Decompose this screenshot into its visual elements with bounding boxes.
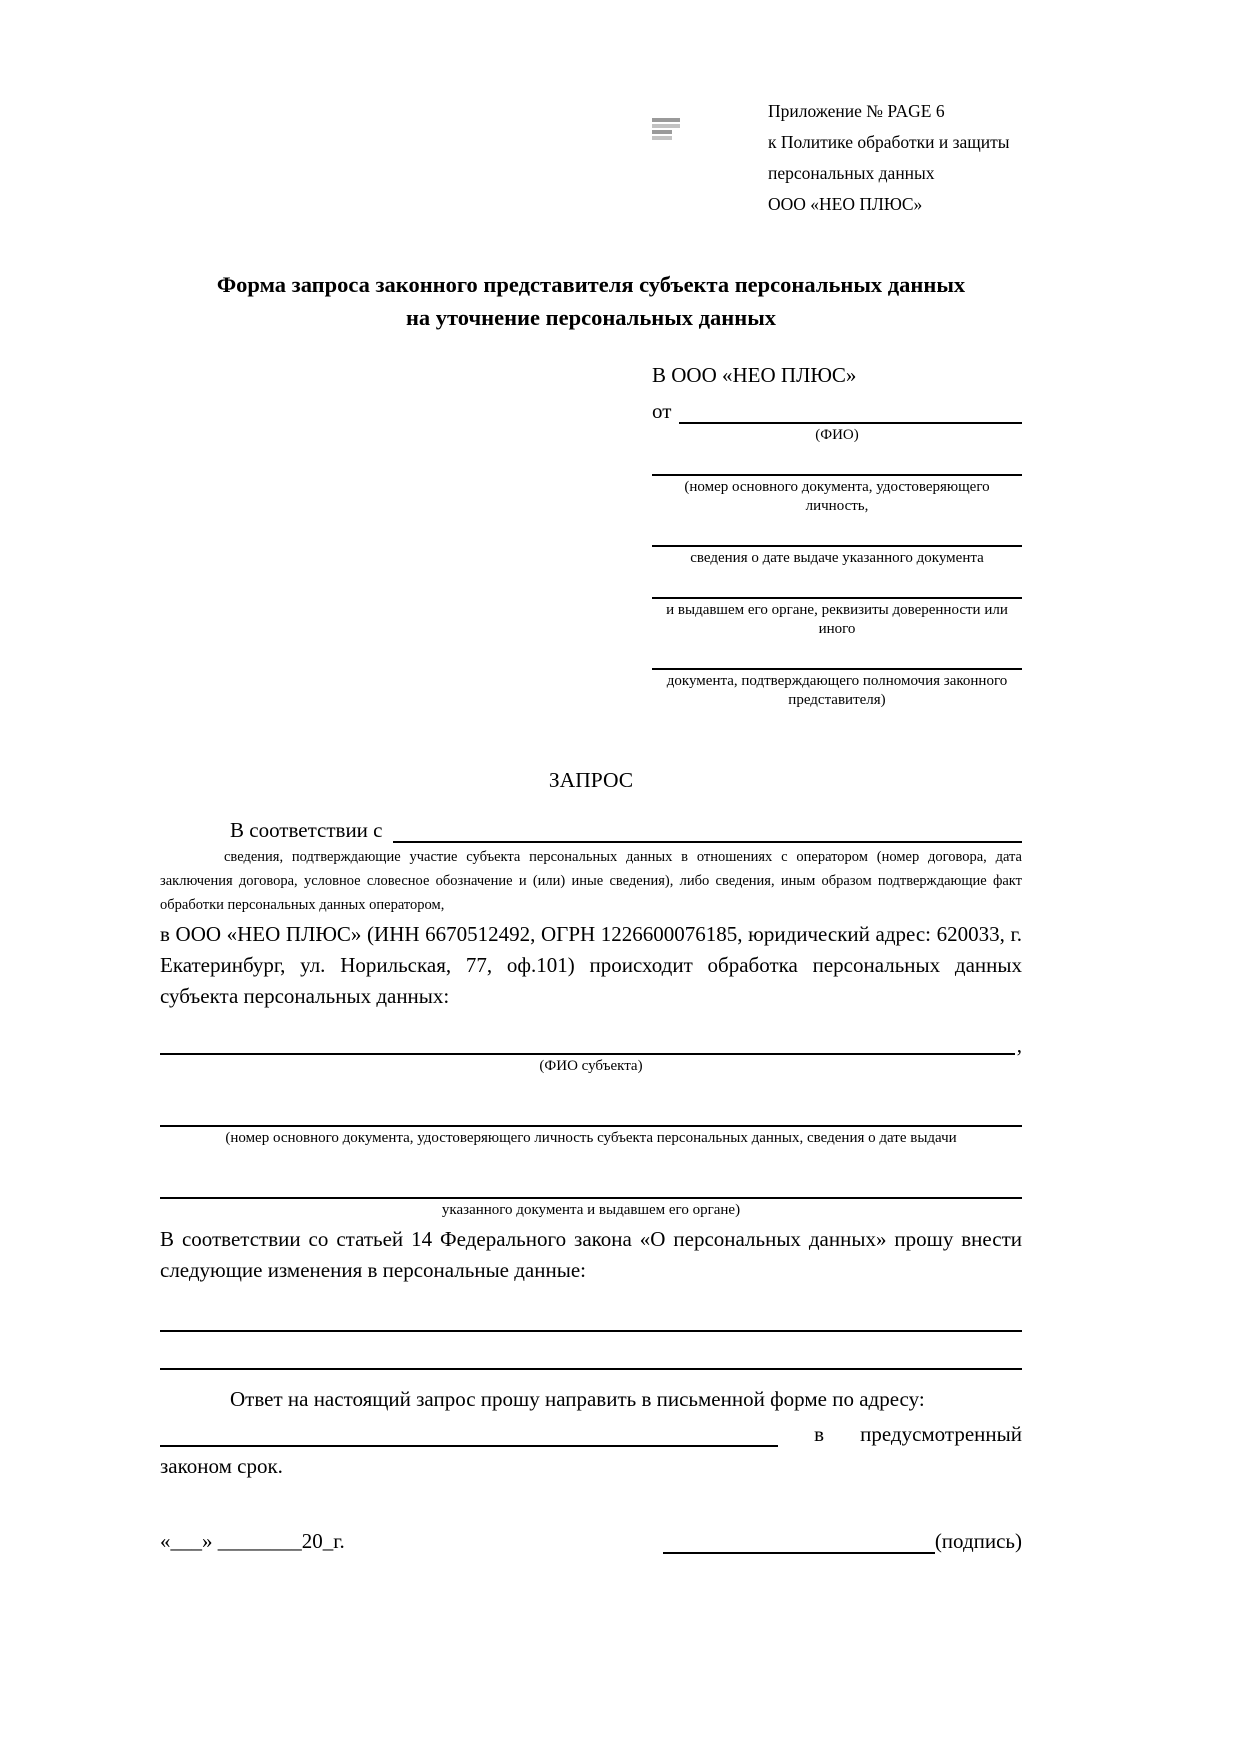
response-tail-line-2: законом срок. <box>160 1454 283 1478</box>
appendix-header <box>768 96 1010 220</box>
fio-caption: (ФИО) <box>815 427 859 443</box>
operator-paragraph: в ООО «НЕО ПЛЮС» (ИНН 6670512492, ОГРН 1226600076185, юридический адрес: 620033, г. Екатеринбург, ул. Норильская, 77, оф.101) происходит обработка персональных данных субъекта персональных данных: <box>160 922 1022 1008</box>
changes-field-line-1[interactable] <box>160 1302 1022 1332</box>
document-title-line-2: на уточнение персональных данных <box>405 305 777 330</box>
from-label: от <box>652 399 672 423</box>
subject-authority-caption: указанного документа и выдавшем его органе) <box>441 1202 741 1218</box>
authority-confirmation-field[interactable] <box>652 641 1022 670</box>
intro-prefix: В соответствии с <box>230 818 383 842</box>
field-code-mark-bar <box>652 124 680 128</box>
organization-name: ООО «НЕО ПЛЮС» <box>768 194 923 214</box>
subject-document-caption: (номер основного документа, удостоверяющего личность субъекта персональных данных, сведения о дате выдачи <box>225 1130 957 1146</box>
addressee-organization: В ООО «НЕО ПЛЮС» <box>652 363 857 387</box>
signature-caption: (подпись) <box>934 1529 1022 1553</box>
subject-document-field[interactable] <box>160 1098 1022 1127</box>
document-title-line-1: Форма запроса законного представителя субъекта персональных данных <box>216 272 966 297</box>
signature-group <box>663 1526 1022 1554</box>
authority-confirmation-caption: документа, подтверждающего полномочия законного представителя) <box>666 673 1008 708</box>
document-issue-date-field[interactable] <box>652 518 1022 547</box>
response-address-row <box>160 1415 1022 1447</box>
representative-document-field[interactable] <box>652 447 1022 476</box>
intro-row <box>160 809 1022 843</box>
date-blank[interactable]: «___» ________20_г. <box>160 1529 345 1553</box>
subject-name-comma: , <box>1016 1033 1022 1057</box>
subject-fio-caption: (ФИО субъекта) <box>539 1058 643 1074</box>
response-tail-word-2: предусмотренный <box>860 1422 1022 1446</box>
representative-name-field[interactable] <box>679 422 1022 424</box>
subject-name-row <box>160 1028 1022 1055</box>
document-title <box>160 268 1022 334</box>
response-address-field[interactable] <box>160 1413 778 1447</box>
issuing-authority-field[interactable] <box>652 570 1022 599</box>
changes-field-line-2[interactable] <box>160 1340 1022 1370</box>
signature-field[interactable] <box>663 1526 935 1554</box>
addressee-block <box>652 360 1022 710</box>
participation-proof-field[interactable] <box>393 841 1023 843</box>
fine-print-note: сведения, подтверждающие участие субъекта персональных данных в отношениях с оператором (номер договора, дата заключения договора, условное словесное обозначение и (или) иные сведения), либо сведения, иным образом подтверждающие факт обработки персональных данных оператором, <box>160 849 1022 913</box>
document-content <box>160 268 1022 1554</box>
field-code-mark-bar <box>652 136 672 140</box>
request-heading: ЗАПРОС <box>548 768 634 792</box>
subject-name-field[interactable] <box>160 1026 1015 1055</box>
appendix-number-line: Приложение № PAGE 6 <box>768 101 945 121</box>
issuing-authority-caption: и выдавшем его органе, реквизиты доверенности или иного <box>666 602 1008 637</box>
policy-line-2: персональных данных <box>768 163 935 183</box>
field-code-mark-bar <box>652 118 680 122</box>
response-tail-word-1: в <box>814 1422 825 1446</box>
signature-row <box>160 1526 1022 1554</box>
article-paragraph: В соответствии со статьей 14 Федерального закона «О персональных данных» прошу внести следующие изменения в персональные данные: <box>160 1227 1022 1282</box>
response-request-paragraph: Ответ на настоящий запрос прошу направить в письменной форме по адресу: <box>230 1387 925 1411</box>
issue-date-caption: сведения о дате выдаче указанного документа <box>690 550 984 566</box>
document-number-caption: (номер основного документа, удостоверяющего личность, <box>684 479 990 514</box>
policy-line-1: к Политике обработки и защиты <box>768 132 1010 152</box>
field-code-mark-icon <box>652 118 680 142</box>
subject-document-authority-field[interactable] <box>160 1170 1022 1199</box>
field-code-mark-bar <box>652 130 672 134</box>
from-row <box>652 390 1022 424</box>
